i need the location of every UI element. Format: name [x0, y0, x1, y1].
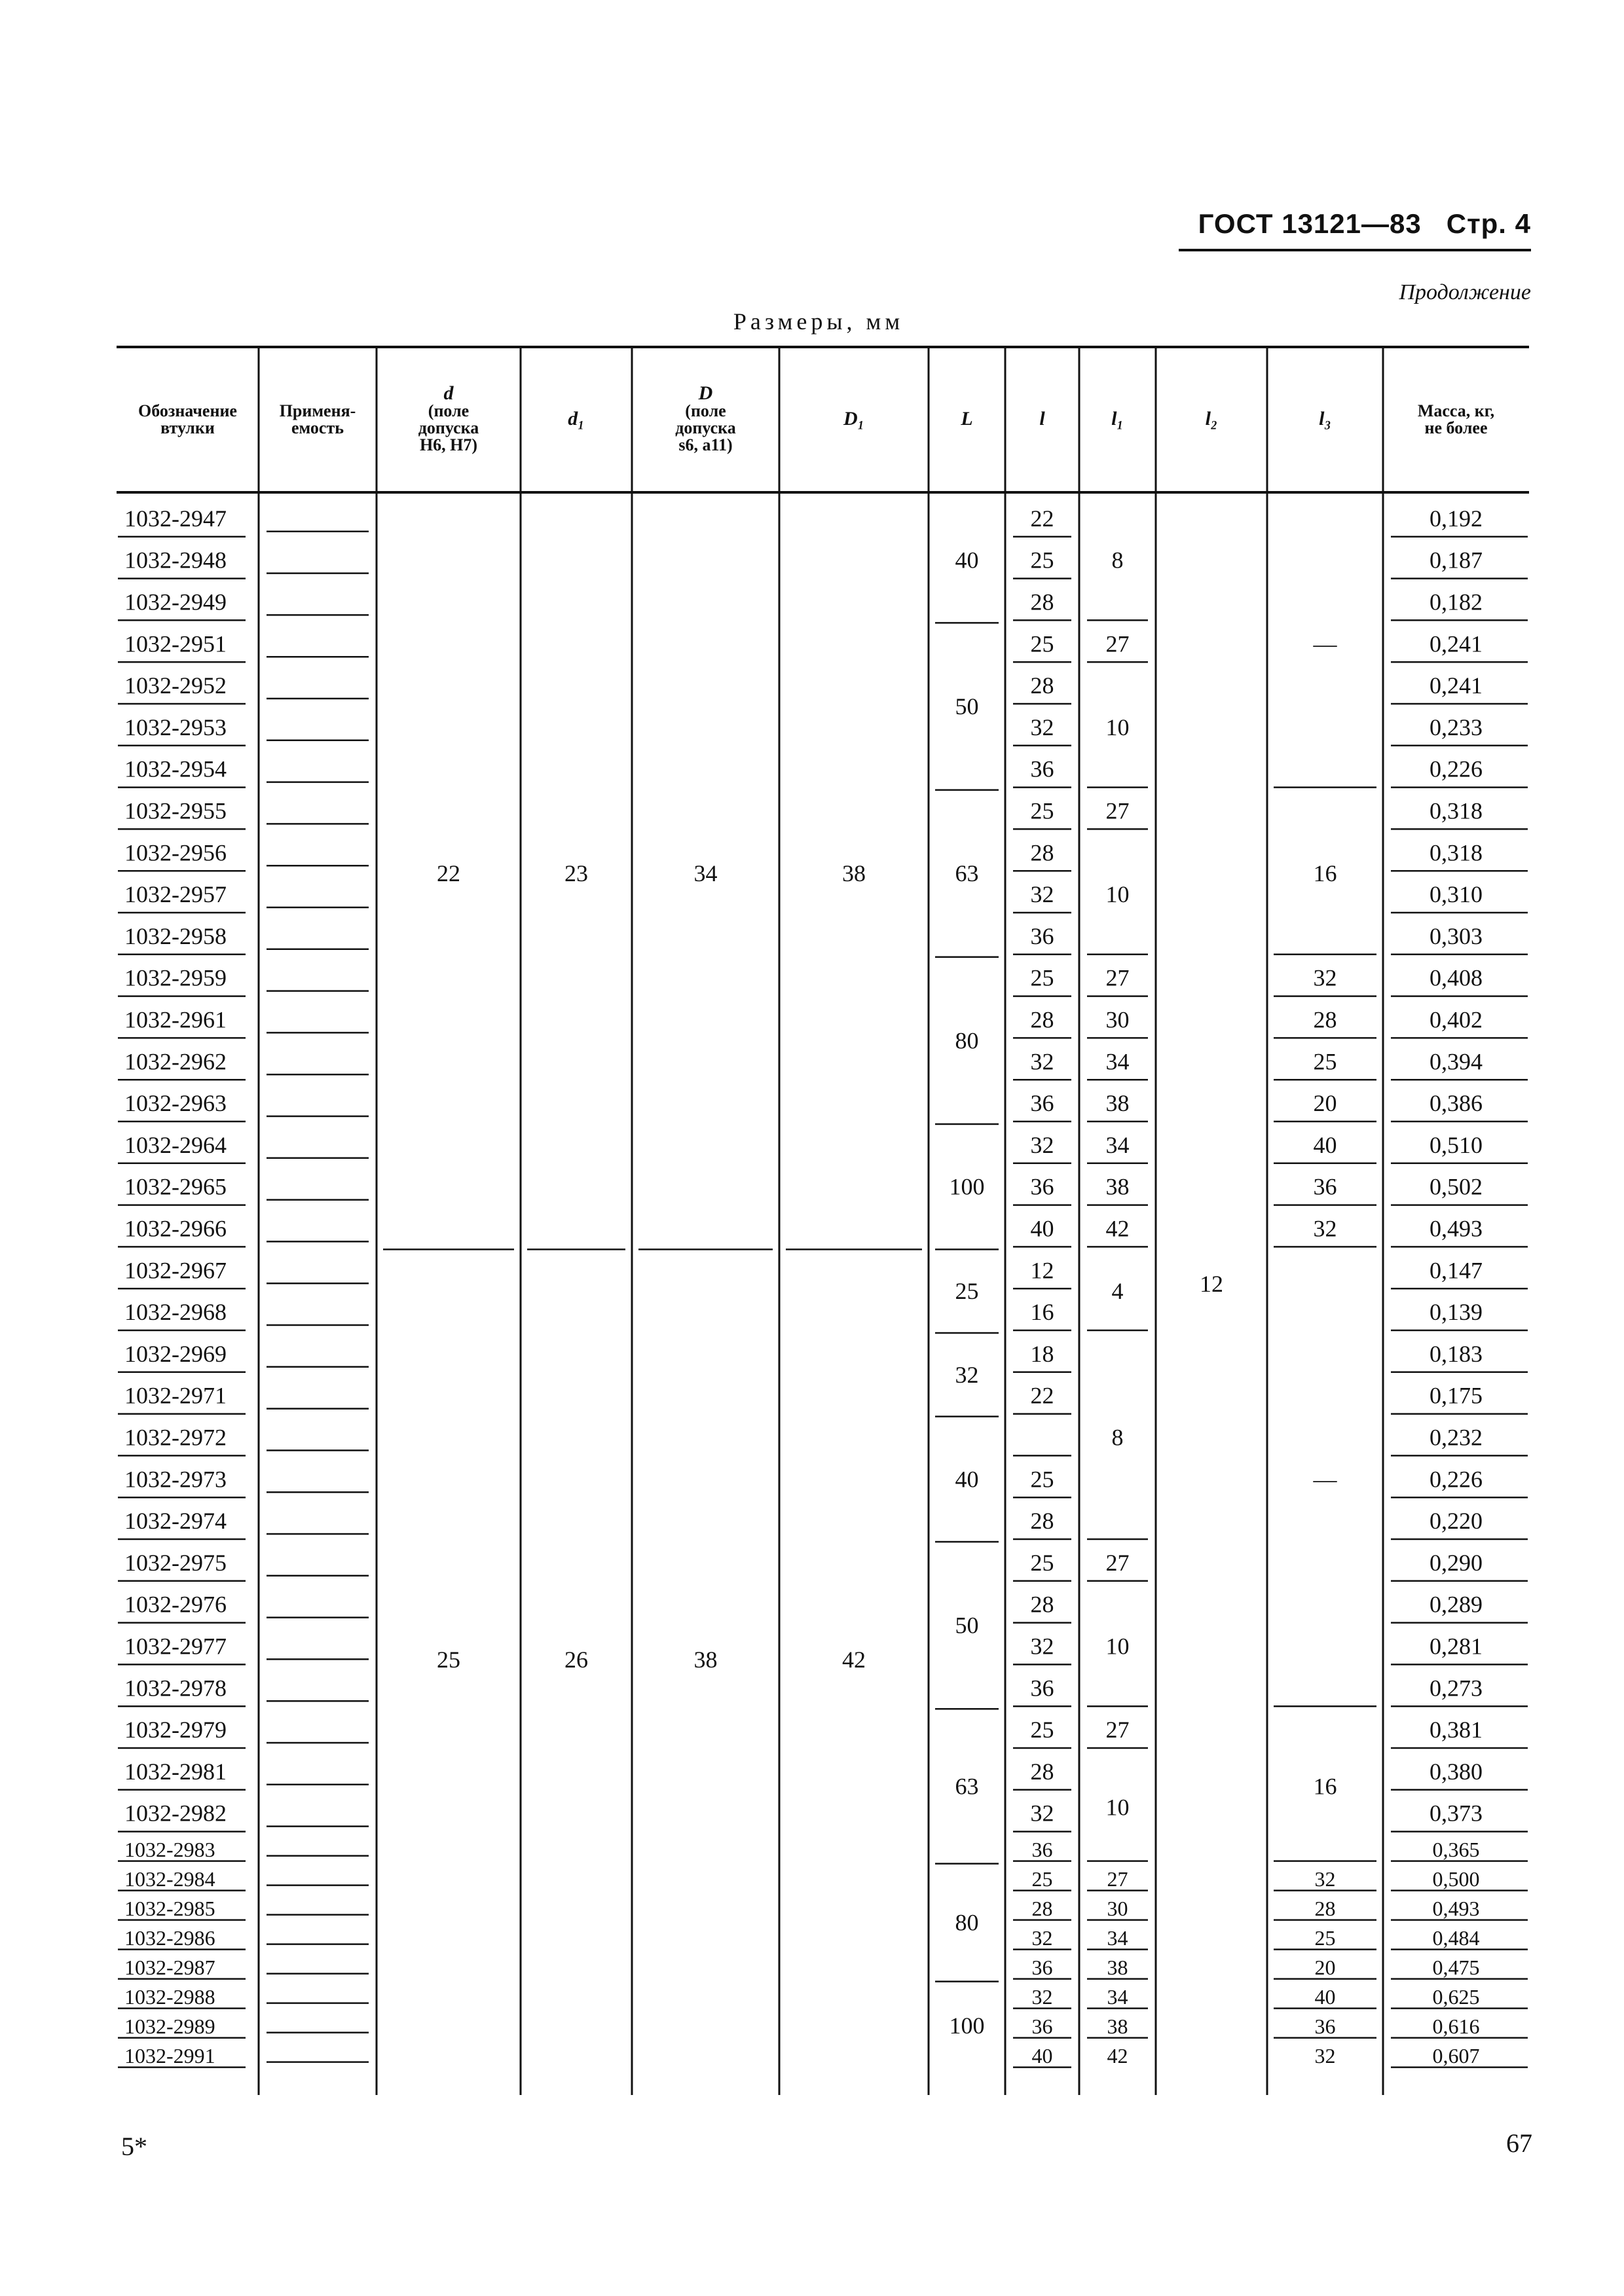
mass-cell: 0,182: [1430, 589, 1483, 615]
designation-cell: 1032-2958: [124, 922, 227, 949]
diameter-D1-cell: 38: [842, 860, 866, 887]
length-l3-cell: 40: [1313, 1131, 1337, 1158]
length-l3-cell: 28: [1313, 1006, 1337, 1033]
designation-cell: 1032-2955: [124, 797, 227, 824]
mass-cell: 0,493: [1432, 1897, 1480, 1921]
length-l1-cell: 10: [1105, 714, 1130, 740]
l-cell: 28: [1030, 1508, 1054, 1535]
mass-cell: 0,402: [1430, 1006, 1483, 1033]
mass-cell: 0,500: [1432, 1867, 1480, 1891]
designation-cell: 1032-2979: [124, 1717, 227, 1743]
designation-cell: 1032-2973: [124, 1466, 227, 1493]
length-l3-cell: 28: [1314, 1897, 1336, 1921]
designation-cell: 1032-2984: [124, 1867, 215, 1891]
length-l3-cell: 20: [1314, 1956, 1336, 1980]
length-l1-cell: 27: [1105, 797, 1130, 824]
length-l1-cell: 34: [1107, 1926, 1128, 1950]
length-l3-cell: 32: [1314, 2044, 1336, 2068]
length-l3-cell: —: [1313, 1466, 1337, 1493]
length-l1-cell: 34: [1105, 1131, 1130, 1158]
mass-cell: 0,616: [1432, 2014, 1480, 2039]
mass-cell: 0,281: [1430, 1633, 1483, 1660]
l-cell: 36: [1031, 1838, 1053, 1862]
header-d-label: H6, H7): [419, 435, 478, 454]
designation-cell: 1032-2974: [124, 1508, 227, 1535]
length-l1-cell: 27: [1105, 630, 1130, 657]
header-l3-label: l₃: [1319, 408, 1331, 429]
designation-cell: 1032-2957: [124, 881, 227, 908]
mass-cell: 0,226: [1430, 756, 1483, 782]
designation-cell: 1032-2967: [124, 1257, 227, 1284]
designation-cell: 1032-2978: [124, 1675, 227, 1702]
designation-cell: 1032-2988: [124, 1985, 215, 2009]
mass-cell: 0,394: [1430, 1048, 1483, 1075]
l-cell: 32: [1031, 1985, 1053, 2009]
dimensions-caption: Размеры, мм: [733, 308, 904, 335]
mass-cell: 0,183: [1430, 1340, 1483, 1367]
l-cell: 32: [1030, 1048, 1054, 1075]
l-cell: 28: [1030, 589, 1054, 615]
length-l3-cell: 40: [1314, 1985, 1336, 2009]
length-l3-cell: 36: [1313, 1173, 1337, 1200]
mass-cell: 0,373: [1430, 1800, 1483, 1827]
length-L-cell: 80: [955, 1909, 979, 1936]
length-L-cell: 63: [955, 860, 979, 887]
mass-cell: 0,290: [1430, 1549, 1483, 1576]
l-cell: 32: [1031, 1926, 1053, 1950]
l-cell: 12: [1030, 1257, 1054, 1284]
mass-cell: 0,318: [1430, 797, 1483, 824]
page-number: 67: [1506, 2128, 1532, 2158]
header-applicability-label: емость: [291, 418, 344, 437]
designation-cell: 1032-2947: [124, 505, 227, 532]
l-cell: 25: [1030, 630, 1054, 657]
mass-cell: 0,607: [1432, 2044, 1480, 2068]
length-l1-cell: 38: [1105, 1090, 1130, 1117]
mass-cell: 0,381: [1430, 1717, 1483, 1743]
mass-cell: 0,226: [1430, 1466, 1483, 1493]
header-l1-label: l₁: [1111, 408, 1124, 429]
l-cell: 28: [1031, 1897, 1053, 1921]
length-L-cell: 40: [955, 547, 979, 574]
page-label: Стр. 4: [1446, 208, 1531, 239]
header-D1-label: D₁: [843, 408, 865, 429]
length-l1-cell: 27: [1105, 1549, 1130, 1576]
designation-cell: 1032-2989: [124, 2014, 215, 2039]
length-l3-cell: 25: [1313, 1048, 1337, 1075]
l-cell: 25: [1031, 1867, 1053, 1891]
mass-cell: 0,408: [1430, 964, 1483, 991]
l-cell: 22: [1030, 505, 1054, 532]
header-d-label: d: [443, 382, 454, 404]
l-cell: 36: [1030, 756, 1054, 782]
length-l3-cell: —: [1313, 630, 1337, 657]
mass-cell: 0,380: [1430, 1758, 1483, 1785]
mass-cell: 0,273: [1430, 1675, 1483, 1702]
l-cell: 36: [1030, 922, 1054, 949]
l-cell: 28: [1030, 1758, 1054, 1785]
length-l3-cell: 32: [1313, 1215, 1337, 1242]
designation-cell: 1032-2952: [124, 672, 227, 699]
l-cell: 25: [1030, 1549, 1054, 1576]
l-cell: 25: [1030, 547, 1054, 574]
length-L-cell: 40: [955, 1466, 979, 1493]
l-cell: 25: [1030, 964, 1054, 991]
designation-cell: 1032-2949: [124, 589, 227, 615]
mass-cell: 0,502: [1430, 1173, 1483, 1200]
length-l1-cell: 42: [1107, 2044, 1128, 2068]
length-l1-cell: 34: [1105, 1048, 1130, 1075]
diameter-d-cell: 22: [437, 860, 460, 887]
length-l1-cell: 4: [1111, 1278, 1124, 1305]
header-d-label: допуска: [418, 418, 479, 437]
mass-cell: 0,289: [1430, 1591, 1483, 1618]
mass-cell: 0,233: [1430, 714, 1483, 740]
length-l1-cell: 10: [1105, 881, 1130, 908]
header-L-label: L: [961, 408, 973, 429]
designation-cell: 1032-2981: [124, 1758, 227, 1785]
mass-cell: 0,241: [1430, 630, 1483, 657]
length-l3-cell: 16: [1313, 1773, 1337, 1800]
header-applicability-label: Применя-: [279, 401, 356, 420]
length-L-cell: 32: [955, 1361, 979, 1388]
l-cell: 32: [1030, 714, 1054, 740]
diameter-d1-cell: 26: [564, 1647, 588, 1673]
mass-cell: 0,510: [1430, 1131, 1483, 1158]
l-cell: 18: [1030, 1340, 1054, 1367]
l-cell: 36: [1031, 1956, 1053, 1980]
length-l1-cell: 30: [1105, 1006, 1130, 1033]
l-cell: 28: [1030, 672, 1054, 699]
standard-number: ГОСТ 13121—83: [1198, 208, 1422, 239]
header-l2-label: l₂: [1205, 408, 1218, 429]
mass-cell: 0,386: [1430, 1090, 1483, 1117]
designation-cell: 1032-2953: [124, 714, 227, 740]
header-D-label: s6, a11): [678, 435, 733, 454]
designation-cell: 1032-2964: [124, 1131, 227, 1158]
header-D-label: (поле: [685, 401, 726, 420]
designation-cell: 1032-2987: [124, 1956, 215, 1980]
designation-cell: 1032-2983: [124, 1838, 215, 1862]
length-L-cell: 63: [955, 1773, 979, 1800]
header-d-label: (поле: [428, 401, 470, 420]
diameter-D-cell: 38: [693, 1647, 718, 1673]
mass-cell: 0,318: [1430, 839, 1483, 866]
mass-cell: 0,232: [1430, 1424, 1483, 1451]
length-l1-cell: 42: [1105, 1215, 1130, 1242]
mass-cell: 0,192: [1430, 505, 1483, 532]
length-l1-cell: 30: [1107, 1897, 1128, 1921]
header-designation-label: Обозначение: [138, 401, 237, 420]
designation-cell: 1032-2959: [124, 964, 227, 991]
designation-cell: 1032-2985: [124, 1897, 215, 1921]
designation-cell: 1032-2971: [124, 1382, 227, 1409]
length-l1-cell: 10: [1105, 1633, 1130, 1660]
footer-left-mark: 5*: [121, 2132, 147, 2161]
designation-cell: 1032-2972: [124, 1424, 227, 1451]
l-cell: 28: [1030, 839, 1054, 866]
designation-cell: 1032-2956: [124, 839, 227, 866]
designation-cell: 1032-2991: [124, 2044, 215, 2068]
mass-cell: 0,220: [1430, 1508, 1483, 1535]
designation-cell: 1032-2961: [124, 1006, 227, 1033]
l-cell: 36: [1030, 1090, 1054, 1117]
length-l1-cell: 10: [1105, 1794, 1130, 1821]
designation-cell: 1032-2962: [124, 1048, 227, 1075]
length-L-cell: 25: [955, 1278, 979, 1305]
continuation-label: Продолжение: [1399, 280, 1531, 304]
length-l1-cell: 38: [1107, 2014, 1128, 2039]
length-L-cell: 100: [949, 2013, 985, 2039]
length-l1-cell: 34: [1107, 1985, 1128, 2009]
length-L-cell: 50: [955, 693, 979, 720]
header-l-label: l: [1039, 408, 1045, 429]
diameter-D1-cell: 42: [842, 1647, 866, 1673]
mass-cell: 0,625: [1432, 1985, 1480, 2009]
length-l3-cell: 32: [1314, 1867, 1336, 1891]
length-l1-cell: 27: [1107, 1867, 1128, 1891]
designation-cell: 1032-2969: [124, 1340, 227, 1367]
l-cell: 32: [1030, 881, 1054, 908]
l-cell: 25: [1030, 797, 1054, 824]
diameter-d-cell: 25: [437, 1647, 460, 1673]
mass-cell: 0,365: [1432, 1838, 1480, 1862]
mass-cell: 0,187: [1430, 547, 1483, 574]
l-cell: 40: [1030, 1215, 1054, 1242]
length-l3-cell: 20: [1313, 1090, 1337, 1117]
l-cell: 22: [1030, 1382, 1054, 1409]
l-cell: 32: [1030, 1633, 1054, 1660]
l-cell: 25: [1030, 1466, 1054, 1493]
diameter-d1-cell: 23: [564, 860, 588, 887]
length-l1-cell: 8: [1111, 547, 1124, 574]
l-cell: 25: [1030, 1717, 1054, 1743]
mass-cell: 0,241: [1430, 672, 1483, 699]
length-l1-cell: 27: [1105, 1717, 1130, 1743]
mass-cell: 0,475: [1432, 1956, 1480, 1980]
length-l1-cell: 8: [1111, 1424, 1124, 1451]
l-cell: 32: [1030, 1800, 1054, 1827]
l-cell: 40: [1031, 2044, 1053, 2068]
l-cell: 32: [1030, 1131, 1054, 1158]
mass-cell: 0,303: [1430, 922, 1483, 949]
length-l3-cell: 16: [1313, 860, 1337, 887]
designation-cell: 1032-2982: [124, 1800, 227, 1827]
header-mass-label: Масса, кг,: [1417, 401, 1495, 420]
designation-cell: 1032-2975: [124, 1549, 227, 1576]
mass-cell: 0,493: [1430, 1215, 1483, 1242]
l-cell: 36: [1031, 2014, 1053, 2039]
designation-cell: 1032-2977: [124, 1633, 227, 1660]
diameter-D-cell: 34: [693, 860, 718, 887]
header-designation-label: втулки: [160, 418, 215, 437]
length-l3-cell: 25: [1314, 1926, 1336, 1950]
mass-cell: 0,484: [1432, 1926, 1480, 1950]
header-D-label: D: [698, 382, 713, 404]
length-l3-cell: 36: [1314, 2014, 1336, 2039]
length-L-cell: 50: [955, 1612, 979, 1639]
length-L-cell: 100: [949, 1173, 985, 1200]
l-cell: 36: [1030, 1675, 1054, 1702]
designation-cell: 1032-2966: [124, 1215, 227, 1242]
designation-cell: 1032-2951: [124, 630, 227, 657]
mass-cell: 0,175: [1430, 1382, 1483, 1409]
designation-cell: 1032-2954: [124, 756, 227, 782]
l-cell: 28: [1030, 1006, 1054, 1033]
header-D-label: допуска: [675, 418, 736, 437]
mass-cell: 0,310: [1430, 881, 1483, 908]
l-cell: 16: [1030, 1299, 1054, 1326]
length-l1-cell: 38: [1105, 1173, 1130, 1200]
header-mass-label: не более: [1424, 418, 1488, 437]
length-l1-cell: 38: [1107, 1956, 1128, 1980]
mass-cell: 0,139: [1430, 1299, 1483, 1326]
designation-cell: 1032-2965: [124, 1173, 227, 1200]
designation-cell: 1032-2976: [124, 1591, 227, 1618]
length-l2-cell: 12: [1200, 1270, 1223, 1297]
l-cell: 28: [1030, 1591, 1054, 1618]
designation-cell: 1032-2963: [124, 1090, 227, 1117]
length-L-cell: 80: [955, 1027, 979, 1054]
length-l1-cell: 27: [1105, 964, 1130, 991]
mass-cell: 0,147: [1430, 1257, 1483, 1284]
header-d1-label: d₁: [568, 408, 585, 429]
length-l3-cell: 32: [1313, 964, 1337, 991]
designation-cell: 1032-2986: [124, 1926, 215, 1950]
l-cell: 36: [1030, 1173, 1054, 1200]
designation-cell: 1032-2968: [124, 1299, 227, 1326]
designation-cell: 1032-2948: [124, 547, 227, 574]
